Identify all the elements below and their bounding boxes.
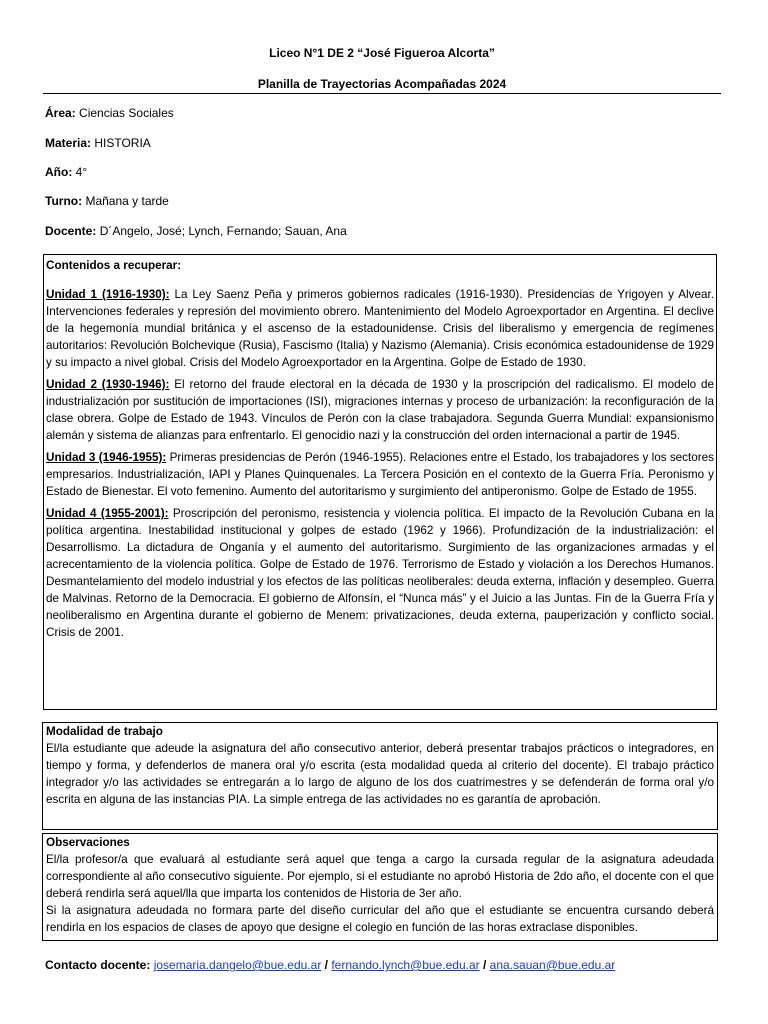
field-materia-value: HISTORIA xyxy=(94,136,151,150)
unit-4-text: Proscripción del peronismo, resistencia y violencia política. El impacto de la Revolución Cubana en la política argentina. Inestabilidad institucional y golpes de estado (1962 y 1966). Profundización de la industrialización: el Desarrollismo. La dictadura de Onganía y el aumento del autoritarismo. Surgimiento de las organizaciones armadas y el acrecentamiento de la violencia política. Golpe de Estado de 1976. Terrorismo de Estado y violación a los Derechos Humanos. Desmantelamiento del modelo industrial y los efectos de las políticas neoliberales: deuda externa, inflación y desempleo. Guerra de Malvinas. Retorno de la Democracia. El gobierno de Alfonsín, el “Nunca más” y el Juicio a las Juntas. Fin de la Guerra Fría y neoliberalismo en Argentina durante el gobierno de Menem: privatizaciones, deuda externa, pauperización y conflicto social. Crisis de 2001. xyxy=(46,507,714,639)
field-docente-value: D´Angelo, José; Lynch, Fernando; Sauan, Ana xyxy=(99,224,347,238)
observaciones-title: Observaciones xyxy=(46,836,130,849)
field-area-value: Ciencias Sociales xyxy=(79,106,174,120)
contact-separator: / xyxy=(482,958,487,972)
contenidos-title: Contenidos a recuperar: xyxy=(46,259,182,272)
unit-2-text: El retorno del fraude electoral en la década de 1930 y la proscripción del radicalismo. El modelo de industrialización por sustitución de importaciones (ISI), migraciones internas y proceso de urbanización: la reconfiguración de la clase obrera. Golpe de Estado de 1943. Vínculos de Perón con la clase trabajadora. Segunda Guerra Mundial: expansionismo alemán y sistema de alianzas para enfrentarlo. El genocidio nazi y la construcción del orden internacional a partir de 1945. xyxy=(46,378,715,442)
field-area xyxy=(45,106,174,120)
unit-1-text: La Ley Saenz Peña y primeros gobiernos radicales (1916-1930). Presidencias de Yrigoyen y Alvear. Intervenciones federales y represión del movimiento obrero. Mantenimiento del Modelo Agroexportador en Argentina. El declive de la hegemonía mundial británica y el ascenso de la estadounidense. Crisis del liberalismo y emergencia de regímenes autoritarios: Revolución Bolchevique (Rusia), Fascismo (Italia) y Nazismo (Alemania). Crisis económica estadounidense de 1929 y su impacto a nivel global. Crisis del Modelo Agroexportador en la Argentina. Golpe de Estado de 1930. xyxy=(46,288,714,369)
modalidad-box xyxy=(42,722,718,830)
field-turno-value: Mañana y tarde xyxy=(85,194,169,208)
document-subtitle: Planilla de Trayectorias Acompañadas 2024 xyxy=(257,77,507,91)
field-turno-label: Turno: xyxy=(45,194,83,208)
observaciones-paragraph-2: Si la asignatura adeudada no formara parte del diseño curricular del año que el estudiante se encuentra cursando deberá rendirla en los espacios de clases de apoyo que designe el colegio en función de las horas extraclase disponibles. xyxy=(46,904,714,934)
unit-4 xyxy=(46,505,714,641)
field-materia xyxy=(45,136,151,150)
email-link-dangelo[interactable]: josemaria.dangelo@bue.edu.ar xyxy=(153,958,322,972)
field-materia-label: Materia: xyxy=(45,136,92,150)
school-title: Liceo N°1 DE 2 “José Figueroa Alcorta” xyxy=(269,46,495,60)
field-anio-value: 4° xyxy=(75,165,88,179)
email-link-lynch[interactable]: fernando.lynch@bue.edu.ar xyxy=(331,958,480,972)
field-anio xyxy=(45,165,87,179)
unit-3-title: Unidad 3 (1946-1955): xyxy=(46,451,167,464)
field-area-label: Área: xyxy=(45,106,76,120)
unit-1-title: Unidad 1 (1916-1930): xyxy=(46,288,170,301)
unit-2-title: Unidad 2 (1930-1946): xyxy=(46,378,170,391)
observaciones-box xyxy=(42,833,718,941)
unit-1 xyxy=(46,286,714,371)
unit-2 xyxy=(46,376,714,444)
unit-3-text: Primeras presidencias de Perón (1946-1955). Relaciones entre el Estado, los trabajadores y los sectores empresarios. Industrialización, IAPI y Planes Quinquenales. La Tercera Posición en el contexto de la Guerra Fría. Peronismo y Estado de Bienestar. El voto femenino. Aumento del autoritarismo y surgimiento del antiperonismo. Golpe de Estado de 1955. xyxy=(46,451,715,498)
modalidad-text: El/la estudiante que adeude la asignatura del año consecutivo anterior, deberá presentar trabajos prácticos o integradores, en tiempo y forma, y defenderlos de manera oral y/o escrita (esta modalidad queda al criterio del docente). El trabajo práctico integrador y/o las actividades se entregarán a lo largo de alguno de los dos cuatrimestres y se defenderán de forma oral y/o escrita en alguna de las instancias PIA. La simple entrega de las actividades no es garantía de aprobación. xyxy=(46,742,714,806)
modalidad-title: Modalidad de trabajo xyxy=(46,725,163,738)
header-divider xyxy=(43,93,721,94)
observaciones-paragraph-1: El/la profesor/a que evaluará al estudiante será aquel que tenga a cargo la cursada regular de la asignatura adeudada correspondiente al año consecutivo siguiente. Por ejemplo, si el estudiante no aprobó Historia de 2do año, el docente con el que deberá rendirla será aquel/lla que imparta los contenidos de Historia de 3er año. xyxy=(46,853,714,900)
field-docente xyxy=(45,224,347,238)
contenidos-box xyxy=(43,254,717,710)
contact-separator: / xyxy=(324,958,328,972)
contact-label: Contacto docente: xyxy=(45,958,151,972)
unit-3 xyxy=(46,449,714,500)
contact-line xyxy=(45,958,615,972)
email-link-sauan[interactable]: ana.sauan@bue.edu.ar xyxy=(489,958,616,972)
unit-4-title: Unidad 4 (1955-2001): xyxy=(46,507,169,520)
field-docente-label: Docente: xyxy=(45,224,97,238)
field-anio-label: Año: xyxy=(45,165,73,179)
field-turno xyxy=(45,194,169,208)
